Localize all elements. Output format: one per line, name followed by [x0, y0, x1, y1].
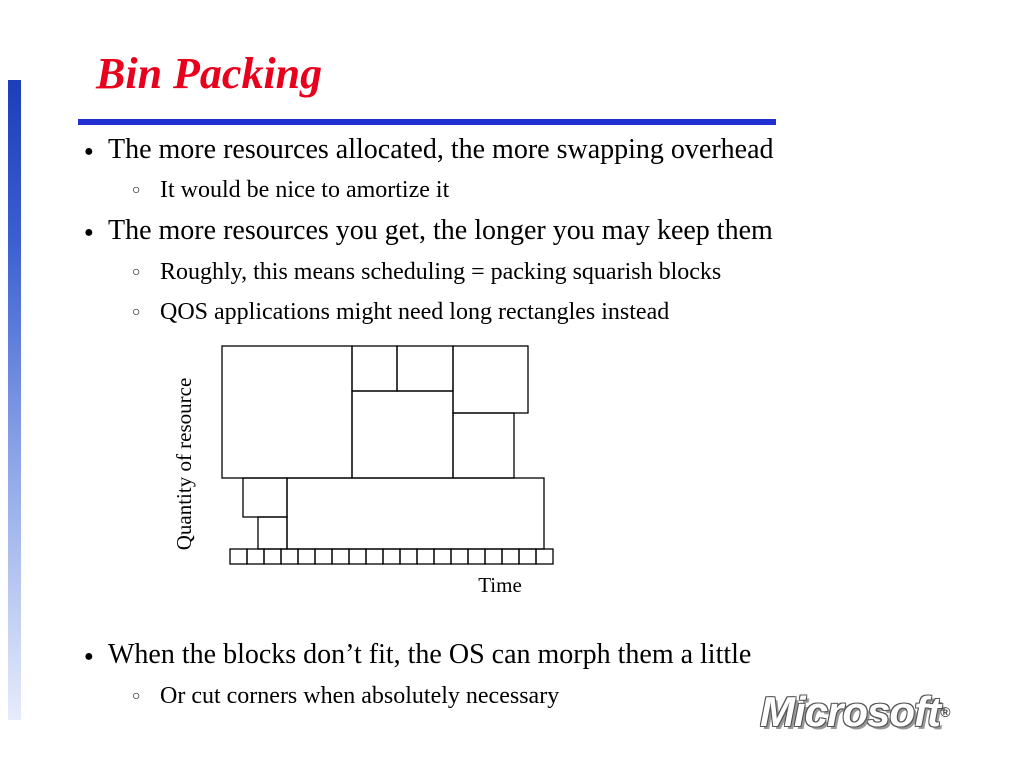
- sub-bullet-ring-icon: ○: [132, 265, 141, 281]
- time-slot: [332, 549, 349, 564]
- bullet-item-2: [84, 215, 773, 249]
- block-tiny-left: [258, 517, 287, 549]
- time-slot: [315, 549, 332, 564]
- y-axis-label: Quantity of resource: [172, 377, 196, 551]
- sub-bullet-ring-icon: ○: [132, 689, 141, 705]
- bullet-item-1: [84, 134, 774, 168]
- time-slot: [230, 549, 247, 564]
- sub-bullet-text: Or cut corners when absolutely necessary: [160, 683, 560, 709]
- block-square-right: [453, 346, 528, 413]
- title-underline: [78, 119, 776, 125]
- time-slot: [434, 549, 451, 564]
- bullet-dot-icon: ●: [84, 142, 94, 160]
- sub-bullet-text: QOS applications might need long rectangles instead: [160, 299, 670, 325]
- time-slot: [485, 549, 502, 564]
- time-slot: [502, 549, 519, 564]
- block-small-2: [397, 346, 453, 391]
- block-long-rectangle: [287, 478, 544, 549]
- sub-bullet-ring-icon: ○: [132, 305, 141, 321]
- sub-bullet-item-2: [132, 258, 721, 287]
- block-small-left: [243, 478, 287, 517]
- time-slot: [281, 549, 298, 564]
- bullet-dot-icon: ●: [84, 223, 94, 241]
- bin-packing-diagram: [150, 330, 570, 610]
- x-axis-label: Time: [478, 573, 522, 597]
- bullet-item-3: [84, 639, 751, 673]
- time-slot: [264, 549, 281, 564]
- logo-text: Microsoft: [760, 688, 940, 735]
- time-slot: [451, 549, 468, 564]
- time-slot: [298, 549, 315, 564]
- block-large: [222, 346, 352, 478]
- time-slot: [400, 549, 417, 564]
- block-tall-right: [453, 413, 514, 478]
- sub-bullet-text: Roughly, this means scheduling = packing squarish blocks: [160, 259, 722, 285]
- sub-bullet-item-3: [132, 298, 669, 327]
- time-slot: [536, 549, 553, 564]
- registered-mark: ®: [940, 704, 950, 720]
- microsoft-logo: [760, 688, 949, 736]
- bin-packing-svg: [150, 330, 570, 610]
- slide-title: Bin Packing: [96, 49, 323, 98]
- sub-bullet-text: It would be nice to amortize it: [160, 177, 450, 203]
- bullet-text: The more resources you get, the longer you may keep them: [108, 215, 773, 246]
- block-medium: [352, 391, 453, 478]
- sub-bullet-ring-icon: ○: [132, 183, 141, 199]
- time-slot: [366, 549, 383, 564]
- left-accent-bar: [8, 80, 21, 720]
- time-slot: [519, 549, 536, 564]
- time-slot: [417, 549, 434, 564]
- bullet-text: The more resources allocated, the more swapping overhead: [108, 134, 774, 165]
- bullet-dot-icon: ●: [84, 647, 94, 665]
- sub-bullet-item-4: [132, 682, 559, 711]
- time-slot: [349, 549, 366, 564]
- time-slot: [247, 549, 264, 564]
- time-slot: [383, 549, 400, 564]
- sub-bullet-item-1: [132, 176, 449, 205]
- bullet-text: When the blocks don’t fit, the OS can morph them a little: [108, 639, 752, 670]
- time-slot-row: [230, 549, 553, 564]
- time-slot: [468, 549, 485, 564]
- block-small-1: [352, 346, 397, 391]
